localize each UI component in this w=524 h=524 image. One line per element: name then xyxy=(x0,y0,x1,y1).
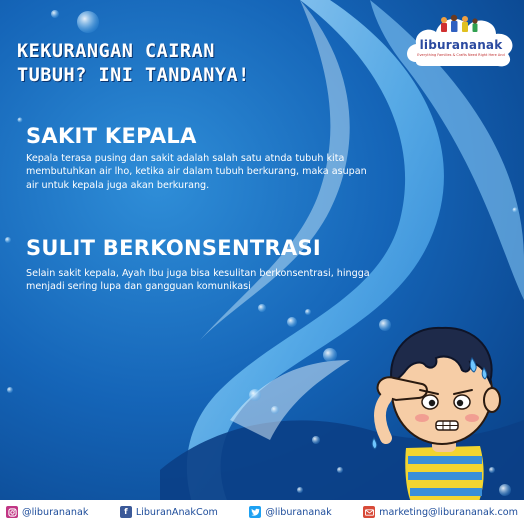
twitter-handle: @liburananak xyxy=(265,506,332,518)
brand-name: liburananak xyxy=(419,38,503,52)
title-line-1: KEKURANGAN CAIRAN xyxy=(17,41,215,62)
facebook-handle: LiburanAnakCom xyxy=(135,506,218,518)
footer-email[interactable] xyxy=(363,506,518,518)
footer-bar xyxy=(0,500,524,524)
instagram-icon xyxy=(6,506,18,518)
page-title xyxy=(17,40,347,88)
email-icon xyxy=(363,506,375,518)
section-body-sakit-kepala: Kepala terasa pusing dan sakit adalah salah satu atnda tubuh kita membutuhkan air lho, ketika air dalam tubuh berkurang, maka asupan air untuk kepala juga akan berkurang. xyxy=(26,153,367,191)
facebook-icon: f xyxy=(120,506,132,518)
instagram-handle: @liburananak xyxy=(22,506,89,518)
brand-logo xyxy=(402,2,520,70)
title-line-2: TUBUH? INI TANDANYA! xyxy=(17,65,250,86)
boy-headache-illustration xyxy=(366,318,516,504)
twitter-icon xyxy=(249,506,261,518)
footer-twitter[interactable] xyxy=(249,506,331,518)
cloud-logo-icon xyxy=(402,2,520,70)
footer-instagram[interactable] xyxy=(6,506,88,518)
footer-facebook[interactable] xyxy=(120,506,218,518)
brand-tagline: Everything Families & Crafts Need Right Here And xyxy=(417,53,505,57)
section-heading-sakit-kepala: SAKIT KEPALA xyxy=(26,124,197,148)
email-address: marketing@liburananak.com xyxy=(379,506,518,518)
section-heading-sulit-berkonsentrasi: SULIT BERKONSENTRASI xyxy=(26,236,322,260)
section-body-sulit-berkonsentrasi: Selain sakit kepala, Ayah Ibu juga bisa kesulitan berkonsentrasi, hingga menjadi sering lupa dan gangguan komunikasi xyxy=(26,268,370,293)
